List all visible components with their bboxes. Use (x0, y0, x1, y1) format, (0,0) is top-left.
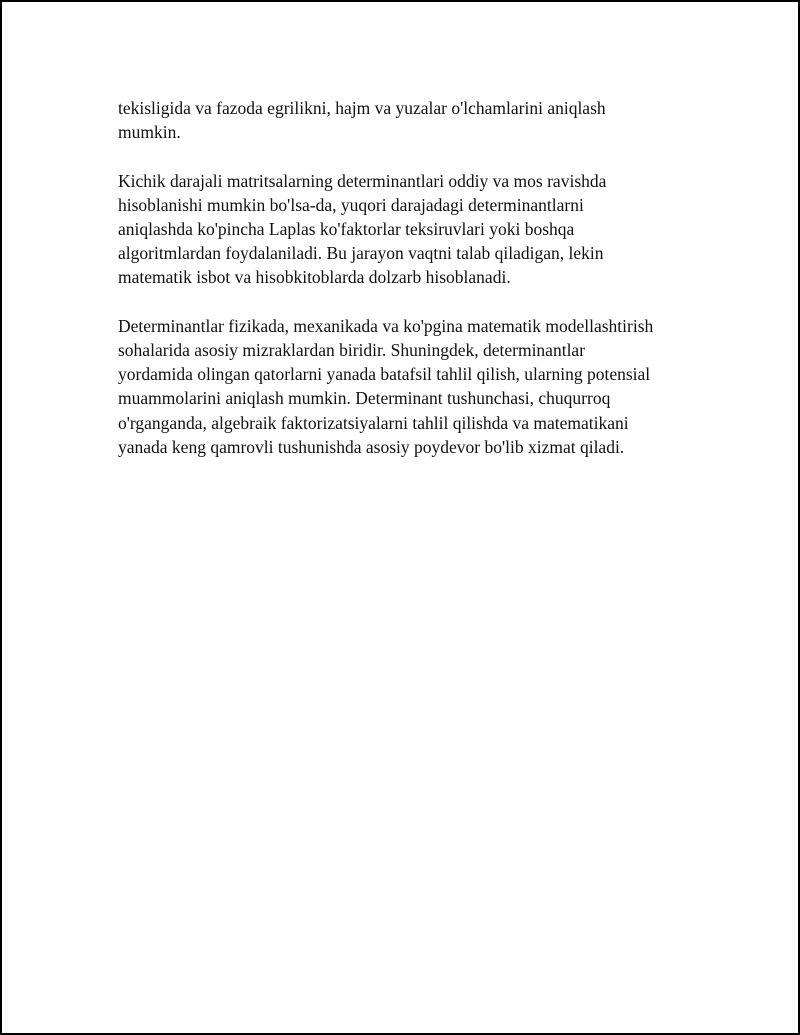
paragraph-1: tekisligida va fazoda egrilikni, hajm va yuzalar o'lchamlarini aniqlash mumkin. (118, 98, 606, 143)
paragraph-2: Kichik darajali matritsalarning determinantlari oddiy va mos ravishda hisoblanishi mumkin bo'lsa-da, yuqori darajadagi determinantlarni aniqlashda ko'pincha Laplas ko'faktorlar teksiruvlari yoki boshqa algoritmlardan foydalaniladi. Bu jarayon vaqtni talab qiladigan, lekin matematik isbot va hisobkitoblarda dolzarb hisoblanadi. (118, 170, 607, 288)
document-body (118, 96, 708, 483)
paragraph-3: Determinantlar fizikada, mexanikada va ko'pgina matematik modellashtirish sohalarida asosiy mizraklardan biridir. Shuningdek, determinantlar yordamida olingan qatorlarni yanada batafsil tahlil qilish, ularning potensial muammolarini aniqlash mumkin. Determinant tushunchasi, chuqurroq o'rganganda, algebraik faktorizatsiyalarni tahlil qilishda va matematikani yanada keng qamrovli tushunishda asosiy poydevor bo'lib xizmat qiladi. (118, 315, 654, 457)
